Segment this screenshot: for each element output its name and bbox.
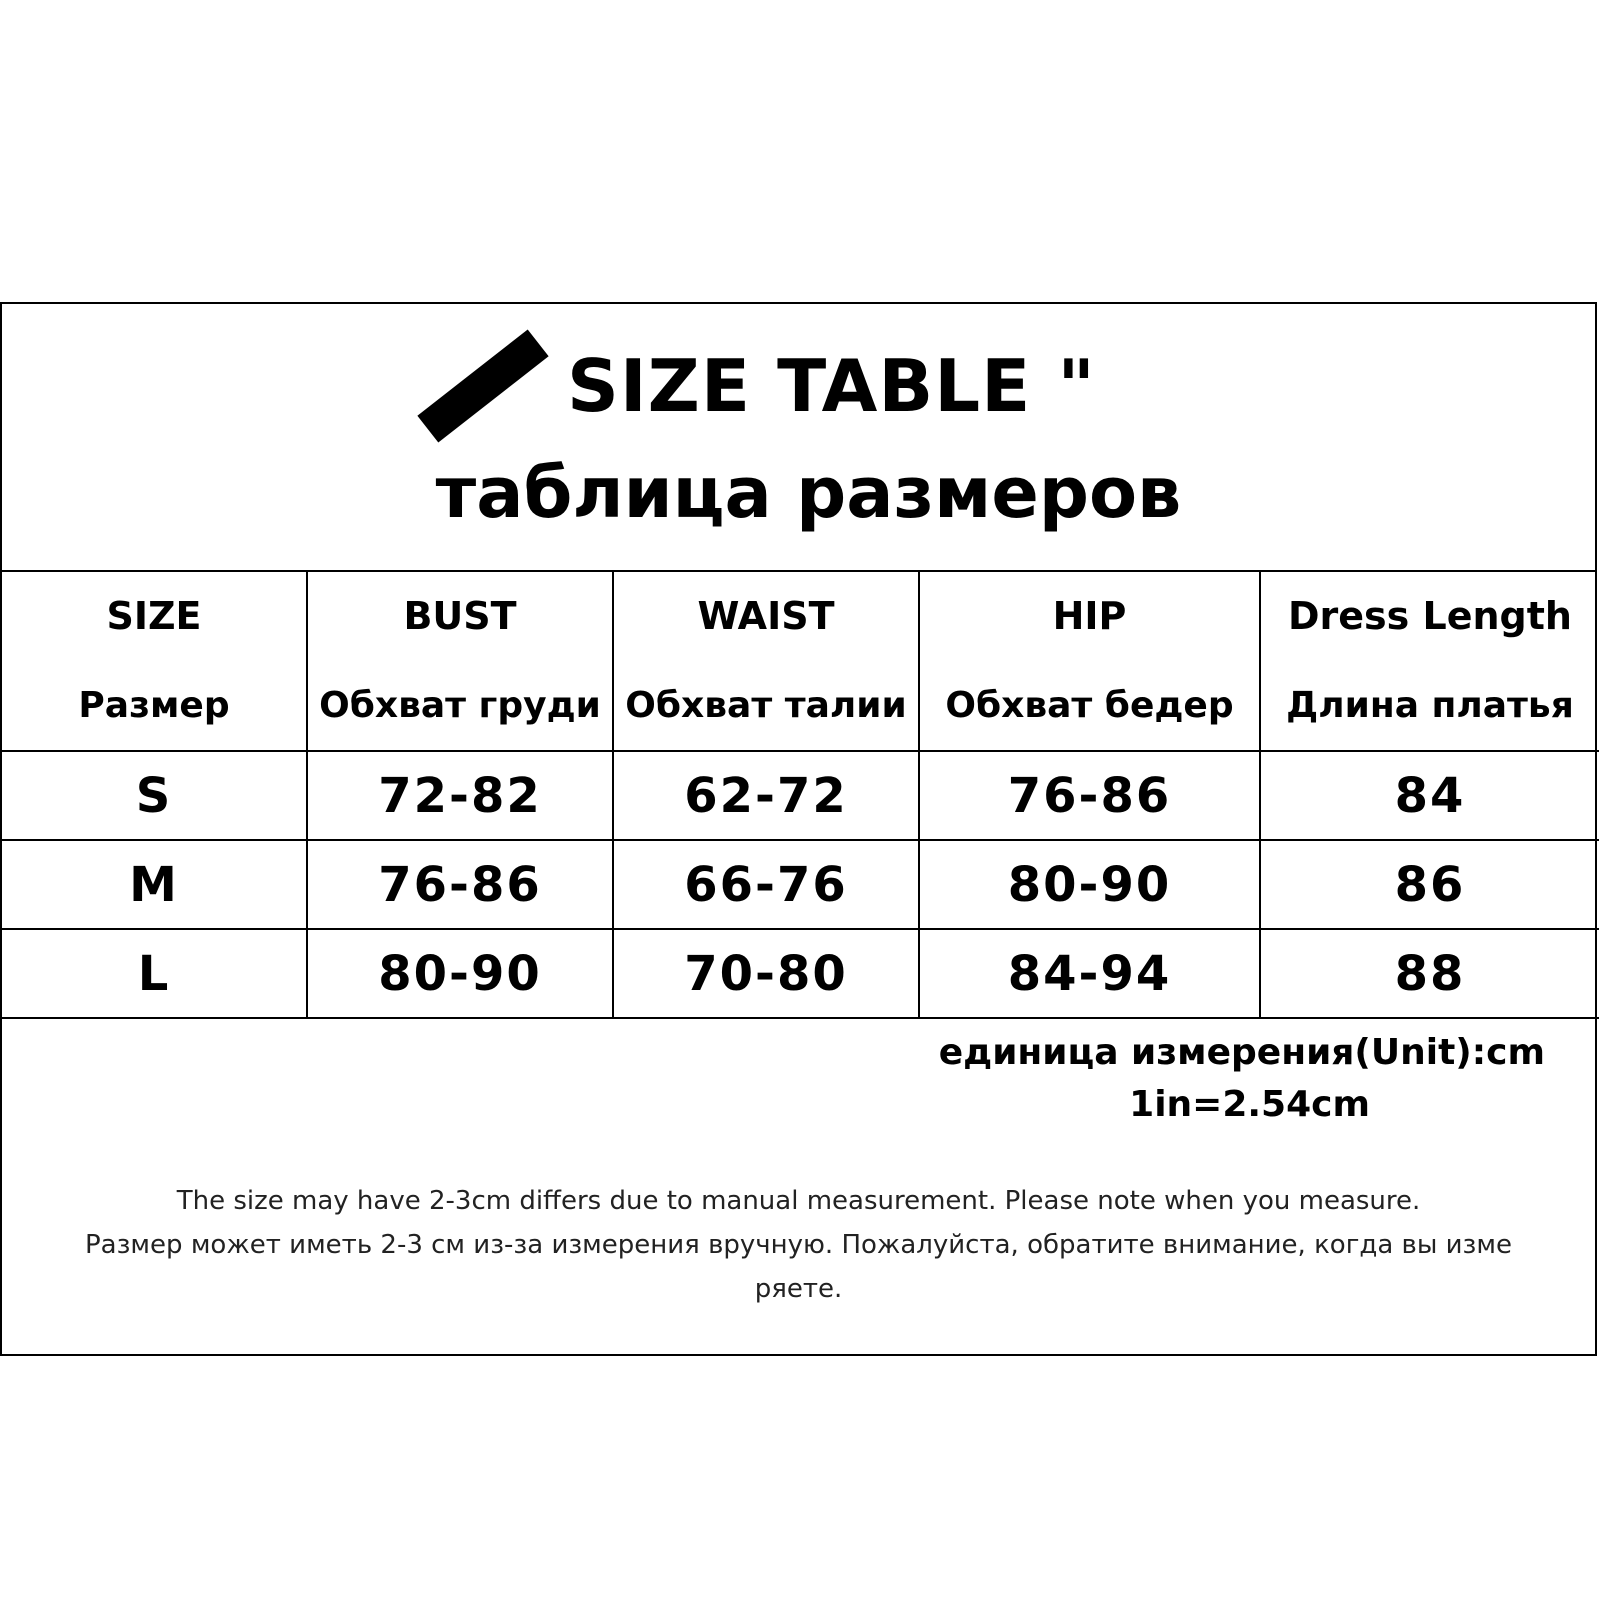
cell-size: S — [2, 751, 307, 840]
size-chart-frame — [0, 302, 1597, 1356]
header-hip — [919, 572, 1260, 751]
cell-hip: 84-94 — [919, 929, 1260, 1018]
header-label-ru: Размер — [78, 685, 230, 726]
slash-mark-icon — [417, 330, 548, 443]
header-label-ru: Обхват груди — [319, 685, 601, 726]
title-english: SIZE TABLE " — [567, 344, 1096, 428]
cell-hip: 80-90 — [919, 840, 1260, 929]
size-table — [2, 572, 1599, 1019]
header-dress-length — [1260, 572, 1599, 751]
cell-hip: 76-86 — [919, 751, 1260, 840]
cell-bust: 76-86 — [307, 840, 613, 929]
header-label-ru: Обхват талии — [625, 685, 907, 726]
cell-dress-length: 88 — [1260, 929, 1599, 1018]
table-row — [2, 840, 1599, 929]
header-label-en: WAIST — [697, 594, 835, 638]
cell-dress-length: 84 — [1260, 751, 1599, 840]
note-russian: Размер может иметь 2-3 см из-за измерения вручную. Пожалуйста, обратите внимание, когда вы изме — [85, 1230, 1512, 1260]
cell-size: M — [2, 840, 307, 929]
table-header-row — [2, 572, 1599, 751]
header-label-en: BUST — [403, 594, 517, 638]
note-english: The size may have 2-3cm differs due to manual measurement. Please note when you measure. — [176, 1186, 1421, 1216]
header-label-en: HIP — [1052, 594, 1127, 638]
unit-label: единица измерения(Unit):cm — [938, 1032, 1545, 1073]
cell-dress-length: 86 — [1260, 840, 1599, 929]
header-label-en: SIZE — [106, 594, 202, 638]
cell-bust: 72-82 — [307, 751, 613, 840]
header-label-en: Dress Length — [1288, 594, 1572, 638]
title-block — [2, 304, 1595, 572]
cell-size: L — [2, 929, 307, 1018]
table-row — [2, 929, 1599, 1018]
title-russian: таблица размеров — [435, 452, 1182, 534]
note-russian-continued: ряете. — [754, 1274, 843, 1304]
cell-bust: 80-90 — [307, 929, 613, 1018]
inch-conversion: 1in=2.54cm — [1129, 1084, 1370, 1125]
cell-waist: 70-80 — [613, 929, 919, 1018]
header-waist — [613, 572, 919, 751]
table-row — [2, 751, 1599, 840]
header-size — [2, 572, 307, 751]
header-label-ru: Длина платья — [1286, 685, 1574, 726]
header-bust — [307, 572, 613, 751]
header-label-ru: Обхват бедер — [945, 685, 1234, 726]
cell-waist: 66-76 — [613, 840, 919, 929]
cell-waist: 62-72 — [613, 751, 919, 840]
